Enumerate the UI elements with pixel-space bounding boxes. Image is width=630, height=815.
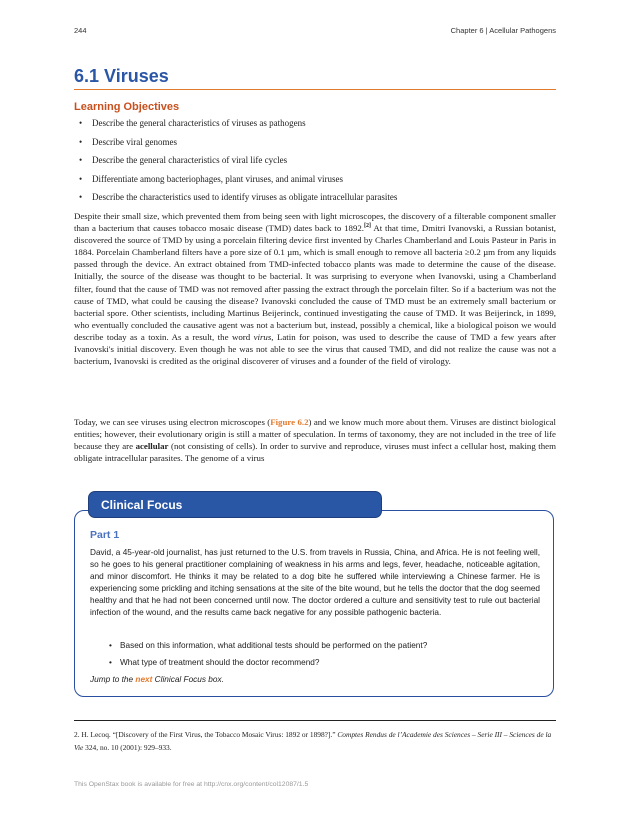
list-item [74, 174, 556, 193]
list-item [74, 192, 556, 211]
bullet-icon: • [109, 641, 112, 650]
footnote [74, 728, 556, 754]
paragraph-text: , Latin for poison, was used to describe the cause of TMD a few years after Ivanovski's initial discovery. Even though he was not able to see the virus that caused TMD, and did not realize the cause was not a bacterium, Ivanovski is credited as the original discoverer of viruses and a founder of the field of virology. [74, 331, 556, 367]
jump-text: Clinical Focus box. [152, 675, 224, 684]
clinical-focus-questions [90, 640, 540, 674]
paragraph-text: Today, we can see viruses using electron microscopes ( [74, 417, 271, 427]
running-header [74, 26, 556, 38]
footnote-text: 324, no. 10 (2001): 929–933. [83, 743, 172, 752]
page-footer: This OpenStax book is available for free at http://cnx.org/content/col12087/1.5 [74, 781, 309, 788]
bullet-icon: • [79, 136, 83, 147]
list-item [90, 657, 540, 674]
footnote-reference-link[interactable]: [2] [364, 223, 372, 230]
list-item [90, 640, 540, 657]
objective-text: Describe the general characteristics of viruses as pathogens [92, 118, 306, 128]
section-title: 6.1 Viruses [74, 66, 169, 86]
paragraph-text: At that time, Dmitri Ivanovski, a Russian botanist, discovered the source of TMD by using a porcelain filtering device first invented by Charles Chamberland and Louis Pasteur in Paris in 1884. Porcelain Chamberland filters have a pore size of 0.1 µm, which is small enough to remove all bacteria ≥0.2 µm from any liquids passed through the device. An extract obtained from TMD-infected tobacco plants was made to determine the cause of the disease. Initially, the source of the disease was thought to be bacterial. It was surprising to everyone when Ivanovski, using a Chamberland filter, found that the cause of TMD was not removed after passing the extract through the porcelain filter. So if a bacterium was not the cause of TMD, what could be causing the disease? Ivanovski concluded the cause of TMD must be an extremely small bacterium or bacterial spore. Other scientists, including Martinus Beijerinck, continued investigating the cause of TMD. It was Beijerinck, in 1899, who eventually concluded the causative agent was not a bacterium but, instead, possibly a chemical, like a biological poison we would describe today as a toxin. As a result, the word [74, 223, 556, 342]
paragraph-text: Despite their small size, which prevented them from being seen with light microscopes, the discovery of a filterable component smaller than a bacterium that causes tobacco mosaic disease (TMD) dates back to 1892. [74, 211, 556, 234]
objective-text: Describe the characteristics used to identify viruses as obligate intracellular parasites [92, 192, 398, 202]
chapter-title: Chapter 6 | Acellular Pathogens [450, 26, 556, 35]
bullet-icon: • [79, 192, 83, 202]
figure-reference-link[interactable]: Figure 6.2 [270, 417, 309, 427]
italic-term: virus [253, 331, 272, 342]
next-clinical-focus-link[interactable]: next [135, 675, 153, 684]
clinical-focus-title: Clinical Focus [101, 498, 183, 512]
paragraph-text: (not consisting of cells). In order to survive and reproduce, viruses must infect a cellular host, making them obligate intracellular parasites. The genome of a virus [74, 441, 556, 464]
question-text: What type of treatment should the doctor recommend? [120, 658, 320, 667]
footnote-text: 2. H. Lecoq. “[Discovery of the First Virus, the Tobacco Mosaic Virus: 1892 or 1898?].” [74, 730, 338, 739]
objective-text: Describe the general characteristics of viral life cycles [92, 155, 288, 165]
clinical-focus-part-heading: Part 1 [90, 529, 120, 541]
footnote-divider [74, 720, 556, 721]
bullet-icon: • [109, 658, 112, 667]
section-divider [74, 89, 556, 90]
page-number: 244 [74, 26, 87, 35]
paragraph-text: ) and we know much more about them. Viruses are distinct biological entities; however, their evolutionary origin is still a matter of speculation. In terms of taxonomy, they are not included in the tree of life because they are [74, 417, 557, 452]
clinical-focus-tab [88, 491, 382, 518]
clinical-focus-paragraph: David, a 45-year-old journalist, has just returned to the U.S. from travels in Russia, China, and Africa. He is not feeling well, so he goes to his general practitioner complaining of weakness in his arms and legs, fever, headache, noticeable agitation, and minor discomfort. He thinks it may be related to a dog bite he suffered while interviewing a Chinese farmer. He is experiencing some prickling and itching sensations at the site of the bite wound, but he tells the doctor that the dog seemed healthy and that he had not been concerned until now. The doctor ordered a culture and sensitivity test to rule out bacterial infection of the wound, and the results came back negative for any possible pathogenic bacteria. [90, 548, 540, 617]
learning-objectives-heading: Learning Objectives [74, 101, 180, 113]
question-text: Based on this information, what additional tests should be performed on the patient? [120, 641, 428, 650]
list-item [74, 137, 556, 156]
journal-title: Comptes Rendus de l’Academie des Sciences – Serie III – Sciences de la Vie [74, 730, 552, 752]
objective-text: Differentiate among bacteriophages, plant viruses, and animal viruses [92, 173, 344, 184]
bullet-icon: • [79, 155, 83, 165]
body-paragraph-1 [74, 210, 556, 367]
bullet-icon: • [79, 118, 83, 128]
list-item [74, 118, 556, 137]
body-paragraph-2 [74, 416, 556, 464]
bullet-icon: • [79, 173, 83, 184]
learning-objectives-list [74, 118, 556, 211]
jump-text: Jump to the [90, 675, 136, 684]
list-item [74, 155, 556, 174]
key-term: acellular [135, 441, 169, 452]
objective-text: Describe viral genomes [92, 136, 177, 147]
clinical-focus-jump-text [90, 675, 224, 684]
